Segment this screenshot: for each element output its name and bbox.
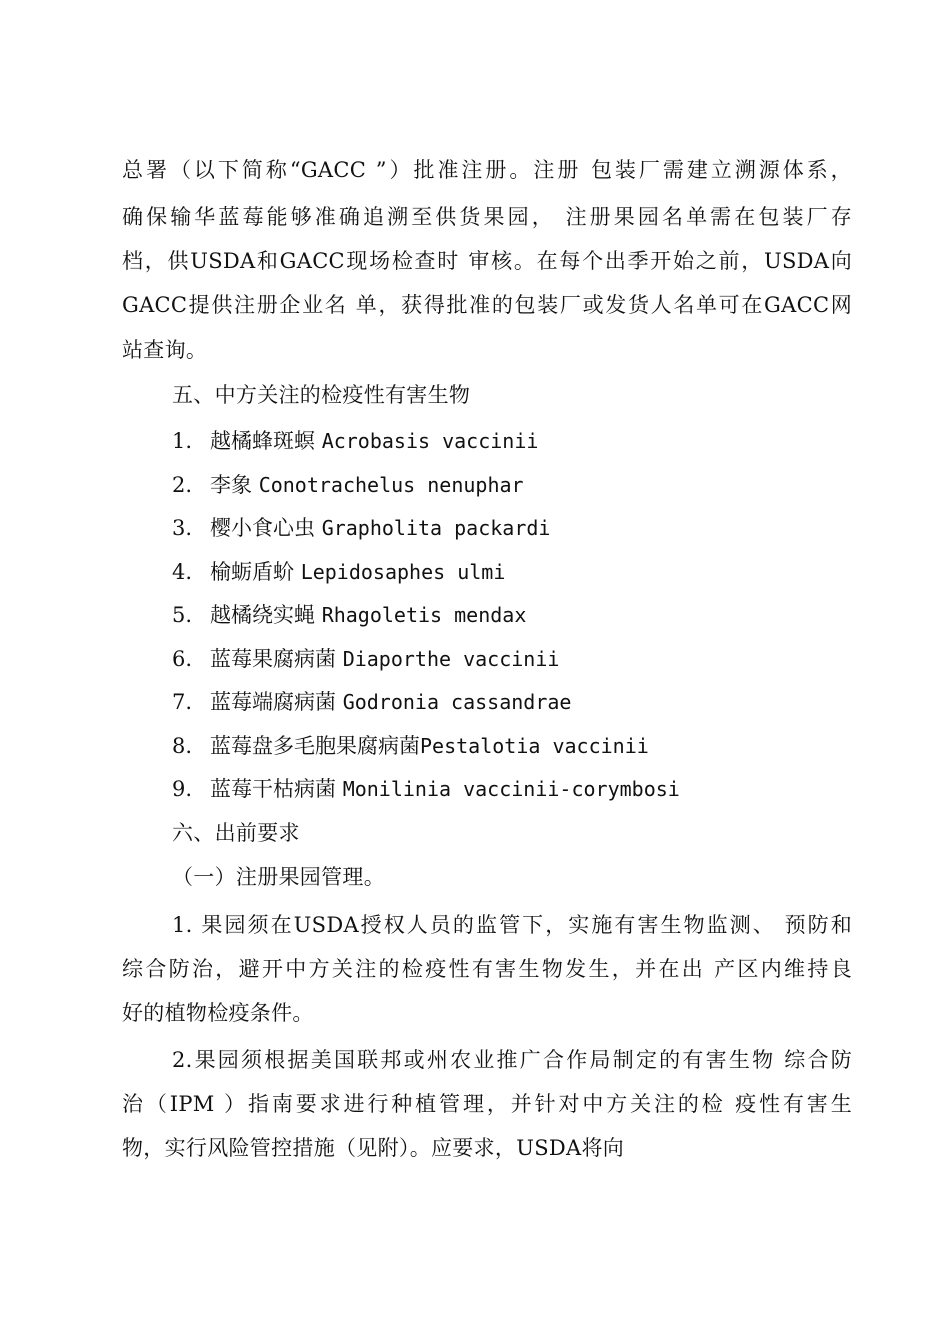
pest-chinese-name: 蓝莓干枯病菌 [210,777,336,801]
subsection-heading: （一）注册果园管理。 [172,865,385,889]
paragraph-line: 总署（以下简称“GACC ”）批准注册。注册 包装厂需建立溯源体系， [122,158,852,182]
pest-list-item [172,731,852,761]
pest-chinese-name: 蓝莓果腐病菌 [210,647,336,671]
section-heading: 六、出前要求 [172,821,300,845]
pest-chinese-name: 樱小食心虫 [210,516,315,540]
pest-chinese-name: 榆蛎盾蚧 [210,560,294,584]
pest-chinese-name: 蓝莓端腐病菌 [210,690,336,714]
list-number: 8. [172,734,193,758]
paragraph-line: 物，实行风险管控措施（见附）。应要求，USDA将向 [122,1136,625,1160]
pest-list-item [172,600,852,630]
pest-list-item [172,687,852,717]
list-number: 4. [172,560,193,584]
pest-chinese-name: 蓝莓盘多毛胞果腐病菌 [210,734,420,758]
pest-chinese-name: 越橘蜂斑螟 [210,429,315,453]
list-number: 9. [172,777,193,801]
pest-latin-name: Diaporthe vaccinii [342,647,560,671]
paragraph-line: 综合防治，避开中方关注的检疫性有害生物发生，并在出 产区内维持良 [122,957,852,981]
list-number: 2. [172,473,193,497]
pest-latin-name: Lepidosaphes ulmi [300,560,506,584]
pest-latin-name: Conotrachelus nenuphar [258,473,524,497]
list-number: 5. [172,603,193,627]
paragraph-line: 档，供USDA和GACC现场检查时 审核。在每个出季开始之前，USDA向 [122,249,852,273]
list-number: 6. [172,647,193,671]
list-number: 1. [172,429,193,453]
pest-chinese-name: 李象 [210,473,252,497]
pest-list-item [172,644,852,674]
pest-latin-name: Pestalotia vaccinii [420,734,649,758]
pest-list-item [172,513,852,543]
paragraph-line: 治（IPM ）指南要求进行种植管理，并针对中方关注的检 疫性有害生 [122,1092,852,1116]
pest-list-item [172,426,852,456]
paragraph-line: 确保输华蓝莓能够准确追溯至供货果园， 注册果园名单需在包装厂存 [122,205,852,229]
paragraph-line: 1. 果园须在USDA授权人员的监管下，实施有害生物监测、 预防和 [172,913,852,937]
list-number: 3. [172,516,193,540]
pest-latin-name: Grapholita packardi [321,516,551,540]
paragraph-line: 站查询。 [122,338,208,362]
paragraph-line: GACC提供注册企业名 单，获得批准的包装厂或发货人名单可在GACC网 [122,293,852,317]
pest-list-item [172,470,852,500]
pest-chinese-name: 越橘绕实蝇 [210,603,315,627]
list-number: 7. [172,690,193,714]
paragraph-line: 好的植物检疫条件。 [122,1001,314,1025]
pest-latin-name: Monilinia vaccinii-corymbosi [342,777,680,801]
pest-latin-name: Acrobasis vaccinii [321,429,539,453]
pest-latin-name: Rhagoletis mendax [321,603,527,627]
pest-list-item [172,774,852,804]
pest-list-item [172,557,852,587]
section-heading: 五、中方关注的检疫性有害生物 [172,383,471,407]
paragraph-line: 2.果园须根据美国联邦或州农业推广合作局制定的有害生物 综合防 [172,1048,852,1072]
pest-latin-name: Godronia cassandrae [342,690,572,714]
